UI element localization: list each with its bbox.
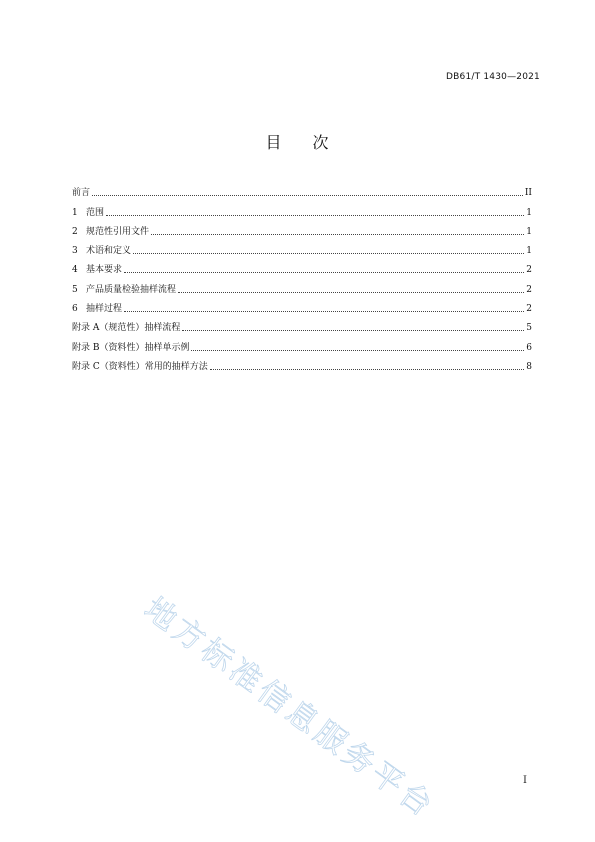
toc-entry-label: 附录 B（资料性）抽样单示例 (72, 342, 190, 353)
toc-leader-dots (178, 291, 524, 293)
toc-entry-number: 5 (72, 284, 78, 295)
toc-entry-label: 规范性引用文件 (86, 226, 150, 237)
toc-entry-appendix-a[interactable] (72, 315, 532, 334)
toc-entry-foreword[interactable] (72, 180, 532, 199)
toc-entry-appendix-c[interactable] (72, 354, 532, 373)
toc-leader-dots (182, 329, 524, 331)
document-code: DB61/T 1430—2021 (446, 72, 540, 82)
page-title (0, 130, 595, 153)
toc-leader-dots (191, 349, 524, 351)
toc-entry-label: 产品质量检验抽样流程 (86, 284, 177, 295)
toc-entry-number: 4 (72, 265, 78, 276)
toc-entry-page: 2 (526, 265, 532, 276)
toc-entry-terms-definitions[interactable] (72, 238, 532, 257)
title-char-2: 次 (312, 133, 330, 152)
toc-leader-dots (92, 194, 523, 196)
toc-leader-dots (133, 252, 524, 254)
toc-entry-label: 前言 (72, 188, 91, 199)
toc-entry-label: 附录 A（规范性）抽样流程 (72, 323, 181, 334)
toc-entry-sampling-flow[interactable] (72, 276, 532, 295)
toc-leader-dots (106, 214, 524, 216)
toc-entry-number: 1 (72, 207, 78, 218)
toc-entry-scope[interactable] (72, 199, 532, 218)
toc-entry-page: 1 (526, 207, 532, 218)
toc-entry-page: 1 (526, 246, 532, 257)
toc-leader-dots (124, 310, 524, 312)
toc-entry-appendix-b[interactable] (72, 334, 532, 353)
toc-entry-label: 抽样过程 (86, 304, 123, 315)
title-char-1: 目 (265, 133, 283, 152)
toc-entry-number: 2 (72, 226, 78, 237)
toc-entry-page: 8 (526, 361, 532, 372)
toc-entry-label: 基本要求 (86, 265, 123, 276)
toc-leader-dots (210, 368, 524, 370)
table-of-contents (72, 180, 532, 373)
toc-entry-basic-requirements[interactable] (72, 257, 532, 276)
toc-entry-label: 附录 C（资料性）常用的抽样方法 (72, 361, 208, 372)
page-number: I (523, 775, 527, 786)
toc-entry-number: 6 (72, 304, 78, 315)
toc-leader-dots (124, 271, 524, 273)
toc-entry-page: 6 (526, 342, 532, 353)
toc-entry-number: 3 (72, 246, 78, 257)
toc-entry-page: 1 (526, 226, 532, 237)
toc-leader-dots (151, 233, 524, 235)
toc-entry-page: II (524, 188, 532, 199)
toc-entry-label: 范围 (86, 207, 105, 218)
toc-entry-sampling-process[interactable] (72, 296, 532, 315)
toc-entry-label: 术语和定义 (86, 246, 132, 257)
toc-entry-page: 2 (526, 304, 532, 315)
toc-entry-page: 2 (526, 284, 532, 295)
watermark: 地方标准信息服务平台 (137, 590, 442, 826)
toc-entry-page: 5 (526, 323, 532, 334)
toc-entry-normative-references[interactable] (72, 219, 532, 238)
